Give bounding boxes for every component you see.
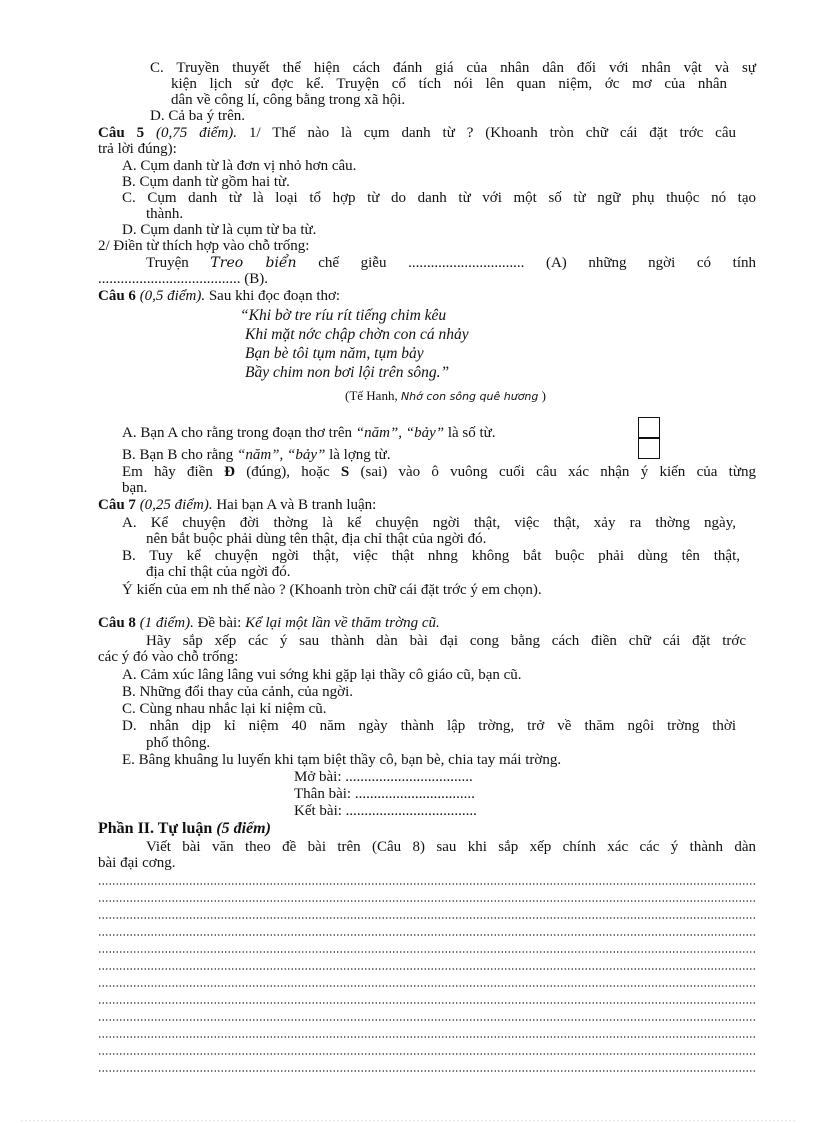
writing-line[interactable] xyxy=(98,1070,756,1072)
poem-line-3: Bạn bè tôi tụm năm, tụm bảy xyxy=(245,345,424,362)
q5-option-c-line1: C. Cụm danh từ là loại tổ hợp từ do danh từ với một số từ ngữ phụ thuộc nó tạo xyxy=(122,190,756,206)
part2-title: Phần II. Tự luận xyxy=(98,820,213,837)
q6-prompt xyxy=(98,288,340,304)
answer-box-a[interactable] xyxy=(638,417,660,438)
q6-instr-d: Đ xyxy=(224,464,235,480)
q8-instruction-line2: các ý đó vào chỗ trống: xyxy=(98,649,239,665)
writing-line[interactable] xyxy=(98,1053,756,1055)
q8-idea-d-line2: phổ thông. xyxy=(146,735,211,751)
q7-points: (0,25 điểm). xyxy=(139,497,213,513)
poem-line-1: “Khi bờ tre ríu rít tiếng chim kêu xyxy=(240,307,447,324)
q5-prompt-text: 1/ Thế nào là cụm danh từ ? (Khoanh tròn chữ cái đặt trớc câu xyxy=(237,125,736,141)
q6-instr-pre: Em hãy điền xyxy=(122,464,225,480)
q5-fill-line-b: ...................................... (B). xyxy=(98,271,268,287)
writing-line[interactable] xyxy=(98,985,756,987)
poem-citation-end: ) xyxy=(538,388,546,403)
writing-line[interactable] xyxy=(98,934,756,936)
q6-option-a xyxy=(122,425,496,441)
poem-line-4: Bầy chim non bơi lội trên sông.” xyxy=(245,364,450,381)
q7-label: Câu 7 xyxy=(98,497,136,513)
q8-prompt xyxy=(98,615,440,631)
writing-line[interactable] xyxy=(98,951,756,953)
q5-fill-line-a xyxy=(146,255,756,271)
q8-idea-b: B. Những đổi thay của cảnh, của ngời. xyxy=(122,684,354,700)
q6-a-words: “năm”, “bảy” xyxy=(355,425,445,441)
q5-option-c-line2: thành. xyxy=(146,206,184,222)
q5-option-b: B. Cụm danh từ gồm hai từ. xyxy=(122,174,290,190)
poem-source-title: Nhớ con sông quê hương xyxy=(400,390,539,403)
q5-story-title: Treo biển xyxy=(210,255,297,271)
q6-b-post: là lợng từ. xyxy=(325,447,391,463)
q6-instr-s: S xyxy=(340,464,350,480)
q5-label: Câu 5 xyxy=(98,125,145,141)
q4-option-d: D. Cả ba ý trên. xyxy=(150,108,245,124)
poem-line-2: Khi mặt nớc chập chờn con cá nhảy xyxy=(245,326,469,343)
q6-b-pre: B. Bạn B cho rằng xyxy=(122,447,237,463)
q6-b-words: “năm”, “bảy” xyxy=(236,447,326,463)
q8-topic: Kể lại một lần về thăm trờng cũ. xyxy=(245,615,440,631)
q8-idea-a: A. Cảm xúc lâng lâng vui sớng khi gặp lại thầy cô giáo cũ, bạn cũ. xyxy=(122,667,522,683)
writing-line[interactable] xyxy=(98,1036,756,1038)
poem-author: (Tế Hanh, xyxy=(345,388,401,403)
outline-intro-blank[interactable]: Mở bài: .................................. xyxy=(294,769,473,785)
q7-prompt xyxy=(98,497,376,513)
q6-label: Câu 6 xyxy=(98,288,136,304)
q7-option-a-line2: nên bắt buộc phải dùng tên thật, địa chỉ thật của ngời đó. xyxy=(146,531,487,547)
answer-box-b[interactable] xyxy=(638,438,660,459)
q7-option-b-line2: địa chỉ thật của ngời đó. xyxy=(146,564,291,580)
q6-a-post: là số từ. xyxy=(444,425,496,441)
part2-instruction-line1: Viết bài văn theo đề bài trên (Câu 8) sau khi sắp xếp chính xác các ý thành dàn xyxy=(146,839,756,855)
q5-fill-a-pre: Truyện xyxy=(146,255,211,271)
q6-a-pre: A. Bạn A cho rằng trong đoạn thơ trên xyxy=(122,425,356,441)
poem-citation xyxy=(345,388,546,405)
q4-option-c-line2: kiện lịch sử đợc kể. Truyện cổ tích nói lên quan niệm, ớc mơ của nhân xyxy=(171,76,727,92)
q7-option-a-line1: A. Kể chuyện đời thờng là kể chuyện ngời thật, việc thật, xảy ra thờng ngày, xyxy=(122,515,736,531)
q8-prompt-text: Đề bài: xyxy=(193,615,246,631)
q6-instr-mid: (đúng), hoặc xyxy=(235,464,341,480)
q8-idea-c: C. Cùng nhau nhắc lại kỉ niệm cũ. xyxy=(122,701,327,717)
q5-fill-prompt: 2/ Điền từ thích hợp vào chỗ trống: xyxy=(98,238,310,254)
q8-instruction-line1: Hãy sắp xếp các ý sau thành dàn bài đại cong bằng cách điền chữ cái đặt trớc xyxy=(146,633,746,649)
q4-option-c-line3: dân về công lí, công bằng trong xã hội. xyxy=(171,92,406,108)
q8-points: (1 điểm). xyxy=(139,615,194,631)
q6-instruction-line2: bạn. xyxy=(122,480,148,496)
q7-option-b-line1: B. Tuy kể chuyện ngời thật, việc thật nhng không bắt buộc phải dùng tên thật, xyxy=(122,548,740,564)
page-bottom-rule xyxy=(20,1120,796,1121)
q6-instruction-line1 xyxy=(122,464,756,480)
q5-fill-a-post: chế giễu ............................... (A) những ngời có tính xyxy=(296,255,756,271)
q8-idea-e: E. Bâng khuâng lu luyến khi tạm biệt thầy cô, bạn bè, chia tay mái trờng. xyxy=(122,752,562,768)
q8-idea-d-line1: D. nhân dịp kỉ niệm 40 năm ngày thành lập trờng, trở về thăm ngôi trờng thời xyxy=(122,718,736,734)
part2-heading xyxy=(98,821,271,837)
q6-points: (0,5 điểm). xyxy=(139,288,206,304)
q5-prompt-line2: trả lời đúng): xyxy=(98,141,177,157)
q6-option-b xyxy=(122,447,391,463)
writing-line[interactable] xyxy=(98,900,756,902)
writing-line[interactable] xyxy=(98,1019,756,1021)
q5-option-a: A. Cụm danh từ là đơn vị nhỏ hơn câu. xyxy=(122,158,357,174)
part2-instruction-line2: bài đại cơng. xyxy=(98,855,176,871)
part2-points: (5 điểm) xyxy=(216,820,271,837)
q5-points: (0,75 điểm). xyxy=(155,125,238,141)
writing-line[interactable] xyxy=(98,1002,756,1004)
outline-conclusion-blank[interactable]: Kết bài: ................................... xyxy=(294,803,477,819)
writing-line[interactable] xyxy=(98,968,756,970)
writing-line[interactable] xyxy=(98,883,756,885)
q7-question: Ý kiến của em nh thế nào ? (Khoanh tròn chữ cái đặt trớc ý em chọn). xyxy=(122,582,542,598)
writing-line[interactable] xyxy=(98,917,756,919)
q6-prompt-text: Sau khi đọc đoạn thơ: xyxy=(205,288,341,304)
q5-option-d: D. Cụm danh từ là cụm từ ba từ. xyxy=(122,222,317,238)
q8-label: Câu 8 xyxy=(98,615,136,631)
q4-option-c-line1: C. Truyền thuyết thể hiện cách đánh giá của nhân dân đối với nhân vật và sự xyxy=(150,60,756,76)
outline-body-blank[interactable]: Thân bài: ................................ xyxy=(294,786,475,802)
q6-instr-post: (sai) vào ô vuông cuối câu xác nhận ý kiến của từng xyxy=(349,464,756,480)
q7-prompt-text: Hai bạn A và B tranh luận: xyxy=(212,497,377,513)
q5-prompt-line1 xyxy=(98,125,736,141)
